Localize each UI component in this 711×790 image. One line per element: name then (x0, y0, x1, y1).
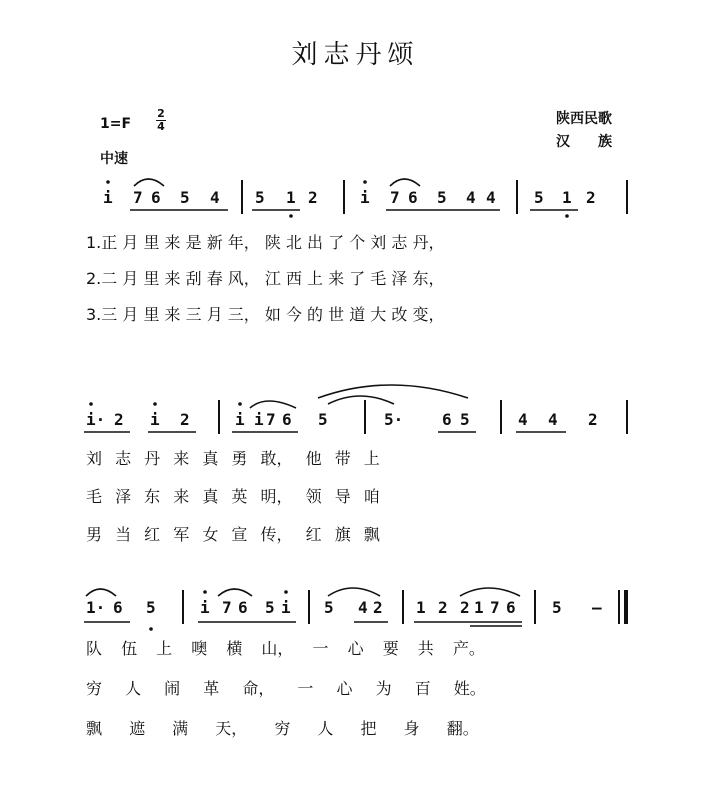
slur (86, 589, 116, 596)
measure-4-note: 2 (586, 188, 596, 207)
measure-7-note: 5 (460, 410, 470, 429)
measure-11-note: 2 (373, 598, 383, 617)
measure-1-note: 4 (210, 188, 220, 207)
slur (390, 179, 420, 186)
measure-3-note: 5 (437, 188, 447, 207)
measure-6-note: i (235, 410, 245, 429)
octave-dot (238, 402, 242, 406)
measure-1-note: 5 (180, 188, 190, 207)
measure-10-note: i (281, 598, 291, 617)
measure-13-note: 5 (552, 598, 562, 617)
measure-5-note: 2 (180, 410, 190, 429)
measure-10-note: 5 (265, 598, 275, 617)
measure-8-note: 4 (518, 410, 528, 429)
source-ethnicity: 汉 族 (556, 134, 612, 150)
measure-8-note: 4 (548, 410, 558, 429)
slur (460, 588, 520, 596)
measure-9-note: 6 (113, 598, 123, 617)
measure-12-note: 2 (460, 598, 470, 617)
measure-6-note: i (254, 410, 264, 429)
low-octave-dot (289, 214, 293, 218)
measure-5-note: i· (86, 410, 106, 429)
slur (318, 385, 468, 398)
octave-dot (106, 180, 110, 184)
measure-2-note: 1 (286, 188, 296, 207)
measure-4-note: 1 (562, 188, 572, 207)
measure-6-note: 7 (266, 410, 276, 429)
tempo-marking: 中速 (100, 151, 128, 167)
measure-10-note: 6 (238, 598, 248, 617)
measure-12-note: 1 (416, 598, 426, 617)
lyric-line-2: 穷 人 闹 革 命， 一 心 为 百 姓。 (86, 679, 486, 698)
source-origin: 陕西民歌 (556, 111, 612, 127)
measure-12-note: 1 (474, 598, 484, 617)
measure-1-note: i (103, 188, 113, 207)
lyric-line-2: 2.二 月 里 来 刮 春 风， 江 西 上 来 了 毛 泽 东， (86, 269, 445, 288)
slur (134, 179, 164, 186)
time-signature-bottom: 4 (157, 120, 165, 133)
measure-3-note: 4 (466, 188, 476, 207)
measure-4-note: 5 (534, 188, 544, 207)
time-signature-top: 2 (157, 107, 165, 120)
measure-11-note: 4 (358, 598, 368, 617)
lyric-line-1: 1.正 月 里 来 是 新 年， 陕 北 出 了 个 刘 志 丹， (86, 233, 445, 252)
measure-7-note: 6 (442, 410, 452, 429)
octave-dot (363, 180, 367, 184)
measure-1-note: 6 (151, 188, 161, 207)
slur (328, 588, 380, 596)
measure-2-note: 5 (255, 188, 265, 207)
measure-5-note: i (150, 410, 160, 429)
lyric-line-3: 3.三 月 里 来 三 月 三， 如 今 的 世 道 大 改 变， (86, 305, 445, 324)
low-octave-dot (149, 627, 153, 631)
measure-3-note: 6 (408, 188, 418, 207)
low-octave-dot (565, 214, 569, 218)
lyric-line-1: 队 伍 上 噢 横 山， 一 心 要 共 产。 (86, 639, 485, 658)
measure-10-note: 7 (222, 598, 232, 617)
measure-6-note: 5 (318, 410, 328, 429)
measure-2-note: 2 (308, 188, 318, 207)
measure-12-note: 6 (506, 598, 516, 617)
measure-7-note: 5· (384, 410, 404, 429)
measure-10-note: i (200, 598, 210, 617)
measure-6-note: 6 (282, 410, 292, 429)
measure-1-note: 7 (133, 188, 143, 207)
measure-12-note: 2 (438, 598, 448, 617)
measure-3-note: i (360, 188, 370, 207)
measure-9-note: 1· (86, 598, 106, 617)
slur (328, 396, 394, 404)
measure-8-note: 2 (588, 410, 598, 429)
measure-3-note: 4 (486, 188, 496, 207)
measure-9-note: 5 (146, 598, 156, 617)
lyric-line-3: 男 当 红 军 女 宣 传， 红 旗 飘 (86, 525, 380, 544)
octave-dot (153, 402, 157, 406)
lyric-line-2: 毛 泽 东 来 真 英 明， 领 导 咱 (86, 487, 380, 506)
measure-5-note: 2 (114, 410, 124, 429)
measure-3-note: 7 (390, 188, 400, 207)
octave-dot (89, 402, 93, 406)
slur (250, 401, 296, 408)
octave-dot (203, 590, 207, 594)
lyric-line-1: 刘 志 丹 来 真 勇 敢， 他 带 上 (86, 449, 380, 468)
measure-11-note: 5 (324, 598, 334, 617)
lyric-line-3: 飘 遮 满 天， 穷 人 把 身 翻。 (86, 719, 479, 738)
measure-13-note: – (592, 598, 602, 617)
slur (218, 589, 252, 596)
octave-dot (284, 590, 288, 594)
song-title: 刘志丹颂 (291, 40, 420, 70)
measure-12-note: 7 (490, 598, 500, 617)
key-signature: 1=F (100, 116, 132, 132)
